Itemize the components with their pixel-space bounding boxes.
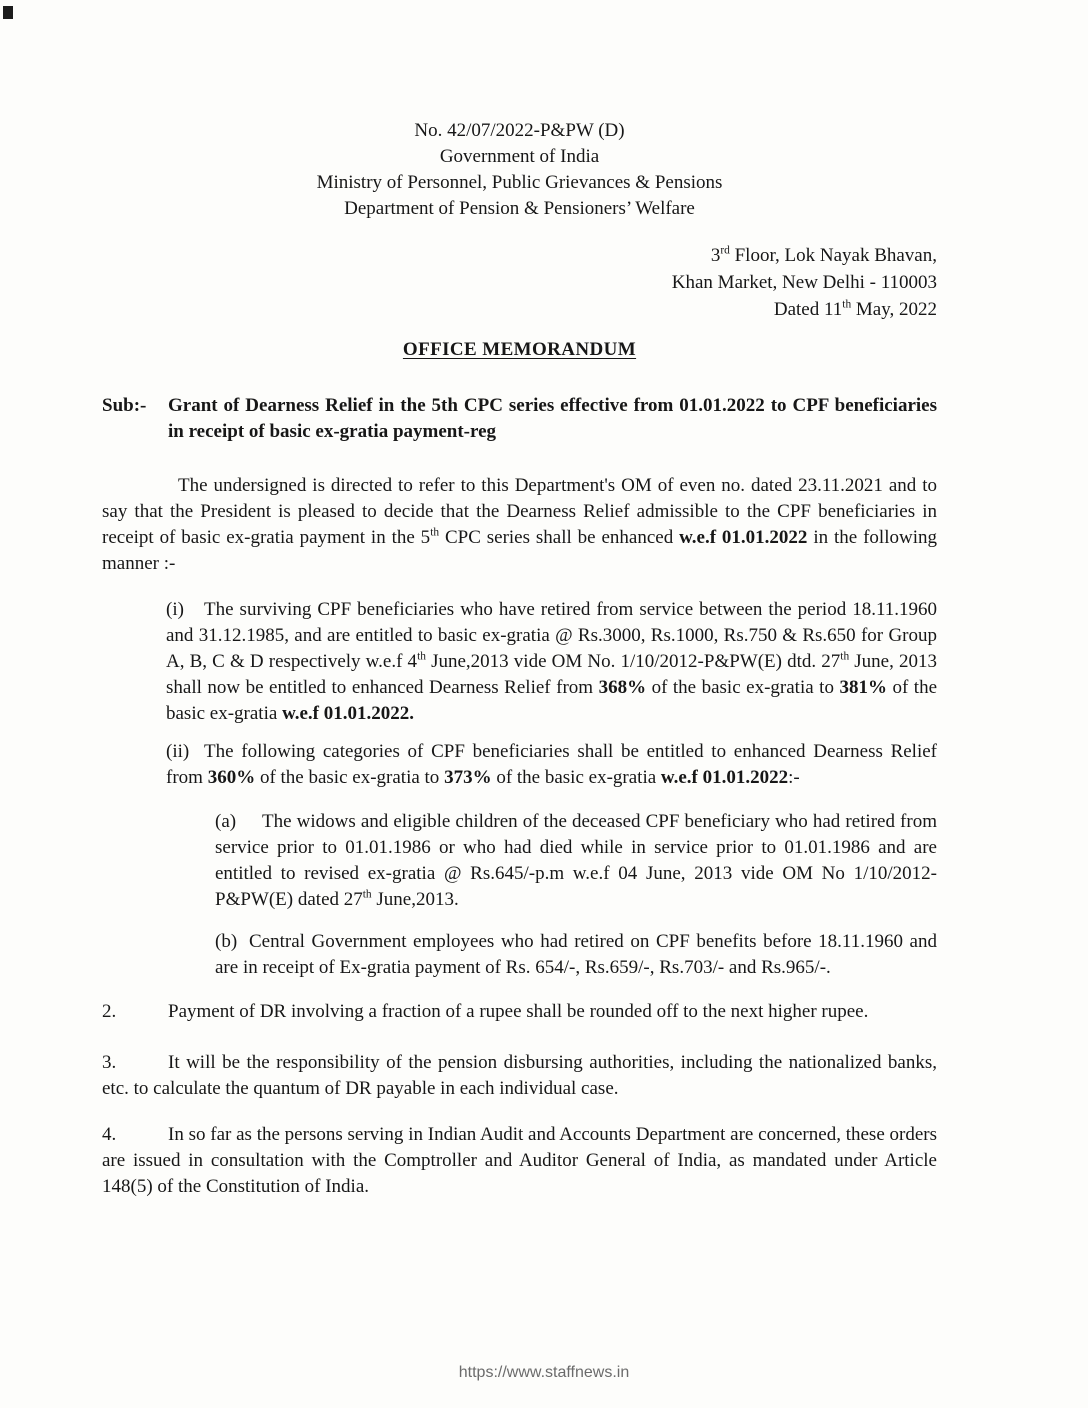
sub-item-b (215, 929, 937, 981)
document-title: OFFICE MEMORANDUM (402, 339, 637, 360)
list-item-ii-text: The following categories of CPF beneficiaries shall be entitled to enhanced Dearness Relief from 360% of the basic ex-gratia to 373% of the basic ex-gratia w.e.f 01.01.2022:- (166, 741, 937, 788)
sub-item-a (215, 809, 937, 913)
scan-artifact-mark (3, 6, 13, 19)
org-government: Government of India (439, 146, 600, 167)
paragraph-3-text: It will be the responsibility of the pension disbursing authorities, including the nationalized banks, etc. to calculate the quantum of DR payable in each individual case. (102, 1052, 937, 1099)
intro-paragraph: The undersigned is directed to refer to this Department's OM of even no. dated 23.11.2021 and to say that the President is pleased to decide that the Dearness Relief admissible to the CPF beneficiaries in receipt of basic ex-gratia payment in the 5th CPC series shall be enhanced w.e.f 01.01.2022 in the following manner :- (102, 475, 937, 574)
address-line-floor: 3rd Floor, Lok Nayak Bhavan, (710, 244, 937, 266)
org-department: Department of Pension & Pensioners’ Welfare (344, 198, 695, 219)
address-line-city: Khan Market, New Delhi - 110003 (671, 272, 937, 293)
title-row (102, 337, 937, 363)
paragraph-2-number: 2. (102, 1001, 117, 1022)
footer-url: https://www.staffnews.in (458, 1364, 630, 1381)
paragraph-3 (102, 1050, 937, 1102)
list-item-ii-label: (ii) (166, 741, 190, 762)
paragraph-2-text: Payment of DR involving a fraction of a rupee shall be rounded off to the next higher rupee. (168, 1001, 869, 1022)
list-item-i-text: The surviving CPF beneficiaries who have retired from service between the period 18.11.1960 and 31.12.1985, and are entitled to basic ex-gratia @ Rs.3000, Rs.1000, Rs.750 & Rs.650 for Group A, B, C & D respectively w.e.f 4th June,2013 vide OM No. 1/10/2012-P&PW(E) dtd. 27th June, 2013 shall now be entitled to enhanced Dearness Relief from 368% of the basic ex-gratia to 381% of the basic ex-gratia w.e.f 01.01.2022. (166, 599, 938, 724)
subject-label: Sub:- (102, 395, 147, 416)
paragraph-2 (102, 999, 937, 1025)
sub-item-b-text: Central Government employees who had retired on CPF benefits before 18.11.1960 and are in receipt of Ex-gratia payment of Rs. 654/-, Rs.659/-, Rs.703/- and Rs.965/-. (215, 931, 937, 978)
date-line: Dated 11th May, 2022 (773, 298, 937, 320)
list-item-ii (166, 739, 937, 791)
sub-item-a-text: The widows and eligible children of the deceased CPF beneficiary who had retired from service prior to 01.01.1986 or who had died while in service prior to 01.01.1986 and are entitled to revised ex-gratia @ Rs.645/-p.m w.e.f 04 June, 2013 vide OM No 1/10/2012-P&PW(E) dated 27th June,2013. (215, 811, 937, 910)
list-item-i (166, 597, 937, 727)
sub-item-b-label: (b) (215, 931, 238, 952)
paragraph-4 (102, 1122, 937, 1200)
paragraph-3-number: 3. (102, 1052, 117, 1073)
sub-item-a-label: (a) (215, 811, 237, 832)
letterhead (102, 118, 937, 222)
list-item-i-label: (i) (166, 599, 184, 620)
reference-number: No. 42/07/2022-P&PW (D) (414, 120, 625, 141)
subject-text: Grant of Dearness Relief in the 5th CPC series effective from 01.01.2022 to CPF beneficiaries in receipt of basic ex-gratia payment-reg (168, 395, 937, 442)
org-ministry: Ministry of Personnel, Public Grievances & Pensions (316, 172, 723, 193)
paragraph-4-number: 4. (102, 1124, 117, 1145)
address-block (102, 242, 937, 323)
subject-block (102, 393, 937, 445)
paragraph-4-text: In so far as the persons serving in Indian Audit and Accounts Department are concerned, these orders are issued in consultation with the Comptroller and Auditor General of India, as mandated under Article 148(5) of the Constitution of India. (102, 1124, 937, 1197)
